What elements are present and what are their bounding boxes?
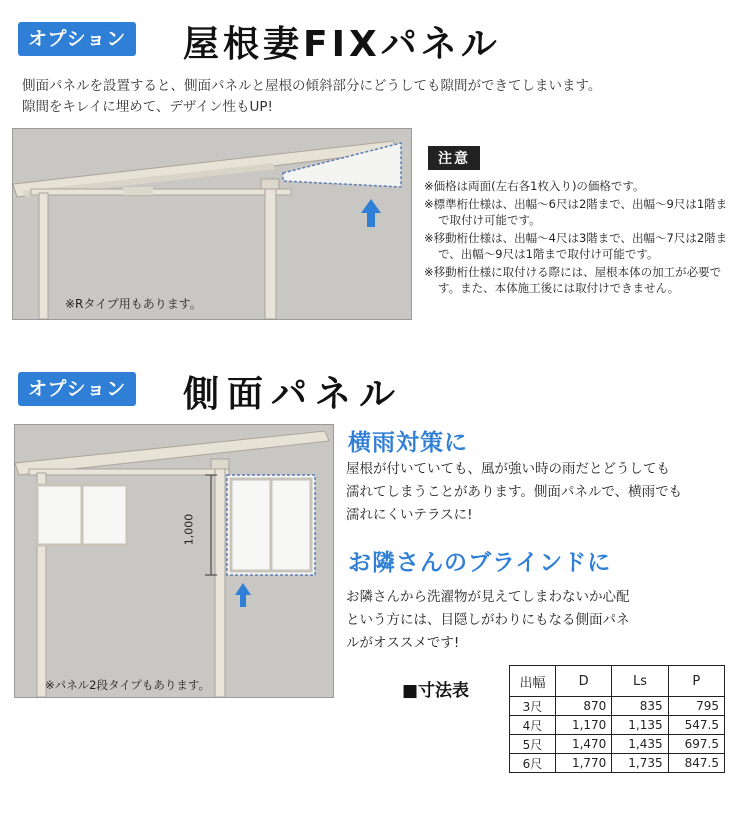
caution-item: ※標準桁仕様は、出幅〜6尺は2階まで、出幅〜9尺は1階まで取付け可能です。 xyxy=(424,197,728,227)
table-cell: 835 xyxy=(612,697,668,716)
feature-heading-blind: お隣さんのブラインドに xyxy=(348,550,612,576)
intro-line: 隙間をキレイに埋めて、デザイン性もUP! xyxy=(22,99,273,115)
feature-heading-rain: 横雨対策に xyxy=(348,430,468,456)
table-cell: 795 xyxy=(668,697,724,716)
table-cell: 1,470 xyxy=(555,735,611,754)
table-cell: 1,170 xyxy=(555,716,611,735)
caution-list xyxy=(424,178,730,298)
section-title-fix-panel: 屋根妻FIXパネル xyxy=(183,24,501,65)
intro-text xyxy=(22,76,732,118)
feature-line: 屋根が付いていても、風が強い時の雨だとどうしても xyxy=(346,461,670,477)
option-badge: オプション xyxy=(18,372,136,406)
feature-line: 濡れにくいテラスに! xyxy=(346,507,473,523)
table-cell: 547.5 xyxy=(668,716,724,735)
dimension-table-title: ■寸法表 xyxy=(402,681,470,701)
intro-line: 側面パネルを設置すると、側面パネルと屋根の傾斜部分にどうしても隙間ができてしまいます。 xyxy=(22,78,602,94)
caution-header: 注意 xyxy=(428,146,480,170)
table-cell: 5尺 xyxy=(510,735,556,754)
caution-item: ※価格は両面(左右各1枚入り)の価格です。 xyxy=(424,179,645,193)
table-header-cell: Ls xyxy=(612,666,668,697)
table-row xyxy=(510,716,725,735)
feature-line: 濡れてしまうことがあります。側面パネルで、横雨でも xyxy=(346,484,683,500)
feature-line: お隣さんから洗濯物が見えてしまわないか心配 xyxy=(346,589,630,605)
photo-note: ※Rタイプ用もあります。 xyxy=(65,297,202,311)
fix-panel-photo xyxy=(12,128,412,320)
table-cell: 1,770 xyxy=(555,754,611,773)
table-cell: 870 xyxy=(555,697,611,716)
table-row xyxy=(510,697,725,716)
feature-text-rain xyxy=(346,458,736,527)
caution-item: ※移動桁仕様に取付ける際には、屋根本体の加工が必要です。また、本体施工後には取付けできません。 xyxy=(424,265,722,295)
feature-line: ルがオススメです! xyxy=(346,635,460,651)
section-title-side-panel: 側面パネル xyxy=(183,374,404,415)
table-cell: 847.5 xyxy=(668,754,724,773)
table-row xyxy=(510,735,725,754)
dimension-label: 1,000 xyxy=(182,513,196,546)
table-cell: 697.5 xyxy=(668,735,724,754)
arrow-up-icon xyxy=(235,583,251,607)
caution-item: ※移動桁仕様は、出幅〜4尺は3階まで、出幅〜7尺は2階まで、出幅〜9尺は1階まで取付け可能です。 xyxy=(424,231,728,261)
photo-note: ※パネル2段タイプもあります。 xyxy=(45,678,210,692)
table-header-cell: D xyxy=(555,666,611,697)
table-row xyxy=(510,754,725,773)
table-cell: 3尺 xyxy=(510,697,556,716)
table-header-cell: P xyxy=(668,666,724,697)
side-panel-illustration xyxy=(15,425,333,697)
table-cell: 4尺 xyxy=(510,716,556,735)
feature-text-blind xyxy=(346,586,736,655)
table-cell: 1,735 xyxy=(612,754,668,773)
table-header-row xyxy=(510,666,725,697)
feature-line: という方には、目隠しがわりにもなる側面パネ xyxy=(346,612,630,628)
table-cell: 6尺 xyxy=(510,754,556,773)
arrow-up-icon xyxy=(361,199,381,227)
table-cell: 1,435 xyxy=(612,735,668,754)
option-badge: オプション xyxy=(18,22,136,56)
terrace-illustration xyxy=(13,129,411,319)
table-cell: 1,135 xyxy=(612,716,668,735)
dimension-table xyxy=(509,665,725,773)
side-panel-photo xyxy=(14,424,334,698)
table-header-cell: 出幅 xyxy=(510,666,556,697)
